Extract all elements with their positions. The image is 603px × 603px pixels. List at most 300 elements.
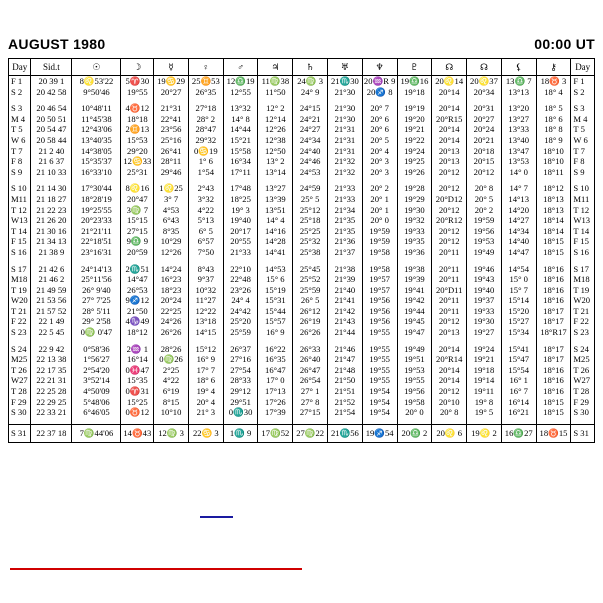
table-cell: 19°45 [397,316,432,327]
table-cell: 21°40 [328,285,363,296]
table-cell: 4°22 [154,375,189,386]
table-cell: 19°33 [397,226,432,237]
table-cell: F 1 [571,76,595,87]
table-cell: 27° 8 [293,397,328,408]
table-cell: 21°50 [328,375,363,386]
table-cell: 18°17 [536,306,571,317]
table-cell: 20°55 [223,236,258,247]
table-cell: 19°18 [467,365,502,376]
table-row [9,306,595,317]
table-cell: 24°21 [293,114,328,125]
table-cell: 16♎27 [501,424,536,442]
table-cell: 20°14 [432,124,467,135]
table-cell: 24° 9 [293,87,328,98]
table-row [9,156,595,167]
table-cell: 18°16 [536,264,571,275]
table-cell: 18°18 [121,114,154,125]
table-cell: 19°55 [362,344,397,355]
table-cell: 3° 7 [154,194,189,205]
table-cell: 21 38 9 [31,247,72,258]
table-cell: 14°20 [501,205,536,216]
table-cell: W 6 [571,135,595,146]
table-cell: 16° 1 [501,375,536,386]
table-cell: 25°18 [293,215,328,226]
table-cell: 21°33 [223,247,258,258]
table-cell: 13°40'35 [72,135,121,146]
table-cell: 14° 4 [258,215,293,226]
table-cell: 7♍44'06 [72,424,121,442]
table-cell: 15°20 [501,306,536,317]
table-cell: 19°57 [362,274,397,285]
table-cell: 16°35 [258,354,293,365]
table-cell: S 30 [571,407,595,418]
table-cell: 22 33 21 [31,407,72,418]
table-cell: T 14 [571,226,595,237]
table-cell: 19°21 [467,354,502,365]
table-cell: 26°35 [188,87,223,98]
table-cell: 2♊13 [121,124,154,135]
table-cell: T 19 [9,285,31,296]
table-cell: 21 14 30 [31,183,72,194]
table-cell: 12♍ 3 [154,424,189,442]
table-row [9,167,595,178]
table-cell: 22 5 45 [31,327,72,338]
table-cell: 18° 6 [536,114,571,125]
table-cell: 19°55 [362,365,397,376]
table-cell: 29° 2'58 [72,316,121,327]
table-cell: 15°14 [501,295,536,306]
table-cell: S 30 [9,407,31,418]
table-cell: 16°34 [223,156,258,167]
table-cell: 6°46'05 [72,407,121,418]
table-cell: 28°11 [154,156,189,167]
table-cell: 25°32 [293,236,328,247]
table-cell: 18°16 [536,295,571,306]
table-cell: 19°56 [362,295,397,306]
table-cell: M 4 [9,114,31,125]
table-cell: 25°16 [154,135,189,146]
table-cell: 25°52 [293,274,328,285]
table-cell: 19°37 [467,295,502,306]
table-cell: W20 [571,295,595,306]
table-cell: 16°22 [258,344,293,355]
table-cell: T 5 [9,124,31,135]
table-row [9,205,595,216]
table-cell: 18°14 [536,215,571,226]
table-cell: 7°50 [188,247,223,258]
table-cell: 15°58 [223,146,258,157]
table-cell: 29°46 [154,167,189,178]
table-cell: 13°14 [258,167,293,178]
table-cell: 8°35 [154,226,189,237]
table-cell: 24°14'13 [72,264,121,275]
column-header: ☉ [72,59,121,76]
table-cell: 12°26 [154,247,189,258]
table-cell: 25°59 [293,285,328,296]
table-cell: 18°13 [536,205,571,216]
table-cell: 21 18 27 [31,194,72,205]
table-cell: 21°35 [328,226,363,237]
column-header: ⚷ [536,59,571,76]
table-cell: 4♑49 [121,316,154,327]
table-cell: M 4 [571,114,595,125]
table-cell: 20°14 [432,87,467,98]
table-cell: 12°26 [258,124,293,135]
table-cell: 13°47 [501,146,536,157]
table-cell: 19°56 [362,316,397,327]
table-cell: 20 58 44 [31,135,72,146]
table-cell: 13°39 [258,194,293,205]
table-cell: 0♋19 [188,146,223,157]
table-cell: T 26 [9,365,31,376]
table-cell: F 29 [571,397,595,408]
table-cell: 11°45'38 [72,114,121,125]
table-cell: 0°58'36 [72,344,121,355]
table-cell: 24°53 [293,167,328,178]
column-header: ☽ [121,59,154,76]
table-cell: M18 [9,274,31,285]
table-cell: 17♍52 [258,424,293,442]
table-cell: S 2 [571,87,595,98]
table-row [9,316,595,327]
table-cell: 22 1 49 [31,316,72,327]
table-cell: 10°29 [154,236,189,247]
table-cell: 18°17 [536,344,571,355]
table-cell: 15°34 [501,327,536,338]
table-cell: S 23 [9,327,31,338]
table-cell: 19°58 [397,397,432,408]
table-cell: 24°34 [293,135,328,146]
table-cell: 25°59 [223,327,258,338]
table-cell: 20 46 54 [31,103,72,114]
table-cell: 20° 5 [362,135,397,146]
table-cell: 18°25 [223,194,258,205]
table-cell: 19°18 [397,87,432,98]
column-header: Day [571,59,595,76]
table-cell: 21°31 [328,124,363,135]
table-cell: 26°54 [293,375,328,386]
table-cell: S 17 [571,264,595,275]
table-cell: 15°25 [121,397,154,408]
table-cell: 18♉ 3 [536,76,571,87]
table-cell: M11 [9,194,31,205]
table-cell: 13°32 [223,103,258,114]
table-cell: 15° 6 [258,274,293,285]
table-cell: 19°36 [397,247,432,258]
table-cell: 20°D11 [432,285,467,296]
table-cell: 19°47 [397,327,432,338]
table-cell: 21°31 [328,146,363,157]
table-cell: 0♈31 [121,386,154,397]
table-cell: 1°54 [188,167,223,178]
table-cell: 17°11 [223,167,258,178]
table-cell: 3°32 [188,194,223,205]
table-cell: 25°38 [293,247,328,258]
time-label: 00:00 UT [534,36,595,52]
table-row [9,386,595,397]
table-cell: 20°14 [432,365,467,376]
table-cell: 17° 0 [258,375,293,386]
table-cell: W20 [9,295,31,306]
table-cell: 18°17 [536,354,571,365]
table-cell: 22°18'51 [72,236,121,247]
table-cell: 20°12 [432,316,467,327]
table-row [9,285,595,296]
table-cell: 0♍ 0'47 [72,327,121,338]
table-cell: 21 53 56 [31,295,72,306]
table-cell: 20 42 58 [31,87,72,98]
table-cell: 9°50'46 [72,87,121,98]
table-cell: 19°49 [467,247,502,258]
column-header: ♆ [362,59,397,76]
table-cell: 28° 5'11 [72,306,121,317]
table-cell: 27° 7'25 [72,295,121,306]
table-cell: 22 25 28 [31,386,72,397]
table-cell: 21 34 13 [31,236,72,247]
table-cell: 20°23'33 [72,215,121,226]
table-cell: 20°11 [432,264,467,275]
table-cell: 19°55 [397,375,432,386]
table-cell: 13°27 [501,114,536,125]
table-cell: W13 [9,215,31,226]
table-row [9,365,595,376]
table-cell: F 8 [9,156,31,167]
table-cell: 21 10 33 [31,167,72,178]
table-cell: 17°13 [258,386,293,397]
table-cell: 14°28 [258,236,293,247]
table-cell: 19°38 [397,264,432,275]
table-cell: 22°48 [223,274,258,285]
table-cell: 17°30'44 [72,183,121,194]
table-cell: 16°14 [501,397,536,408]
column-header: Sid.t [31,59,72,76]
table-cell: S 2 [9,87,31,98]
table-cell: 20♎ 2 [397,424,432,442]
table-cell: 13°40 [501,135,536,146]
table-cell: 26°26 [293,327,328,338]
table-cell: 16° 9 [258,327,293,338]
table-cell: 12♎19 [223,76,258,87]
table-cell: 20°17 [223,226,258,237]
table-cell: 19°29 [397,194,432,205]
table-cell: 22°41 [154,114,189,125]
table-cell: S 17 [9,264,31,275]
table-row [9,247,595,258]
table-cell: M25 [9,354,31,365]
table-cell: 18°16 [536,285,571,296]
table-row [9,397,595,408]
table-cell: 19°54 [362,397,397,408]
table-cell: F 8 [571,156,595,167]
table-cell: 20°12 [467,167,502,178]
table-cell: S 10 [571,183,595,194]
table-cell: 0♏30 [223,407,258,418]
table-cell: 16°14 [121,354,154,365]
table-cell: 19°21 [397,124,432,135]
table-cell: 2°54'20 [72,365,121,376]
table-cell: 29°12 [223,386,258,397]
table-cell: 24°59 [293,183,328,194]
table-cell: 26°41 [154,146,189,157]
table-cell: 19°28 [397,183,432,194]
table-row [9,407,595,418]
table-cell: 14°40 [501,236,536,247]
table-cell: 20°24 [467,124,502,135]
table-cell: 28°47 [188,124,223,135]
table-cell: 18°15 [536,407,571,418]
table-cell: 20 50 51 [31,114,72,125]
table-cell: 13°18 [188,316,223,327]
table-row [9,135,595,146]
table-cell: 19°46 [467,264,502,275]
table-cell: 18°13 [536,194,571,205]
table-row [9,424,595,442]
table-cell: 9♎ 9 [121,236,154,247]
table-cell: 6°19 [154,386,189,397]
table-cell: 26°26 [154,327,189,338]
table-cell: F 15 [9,236,31,247]
table-cell: 18°12 [536,183,571,194]
table-cell: 19°59 [362,236,397,247]
table-cell: 21°32 [328,156,363,167]
table-cell: 20♐ 8 [362,87,397,98]
table-cell: 20°D12 [432,194,467,205]
table-cell: 20♒R 9 [363,76,396,86]
table-cell: 20°14 [432,375,467,386]
table-cell: 15°35 [121,375,154,386]
table-cell: 20°31 [467,103,502,114]
table-cell: 29°20 [121,146,154,157]
table-cell: 28°33 [223,375,258,386]
table-cell: F 22 [571,316,595,327]
table-cell: 21°54 [328,407,363,418]
table-cell: 12°50 [258,146,293,157]
table-cell: 18°23 [154,285,189,296]
table-cell: 26°47 [293,365,328,376]
page-title: AUGUST 1980 [8,36,106,52]
table-cell: 16°21 [501,407,536,418]
table-cell: 24°42 [223,306,258,317]
table-cell: 25°12 [293,205,328,216]
table-cell: 22 37 18 [31,424,72,442]
table-cell: 19°30 [397,205,432,216]
table-cell: 3♍ 7 [121,205,154,216]
table-cell: 24° 4 [223,295,258,306]
table-cell: 21°42 [328,306,363,317]
table-cell: 15°41 [501,344,536,355]
table-cell: M11 [571,194,595,205]
column-header: ♅ [328,59,363,76]
table-cell: 19°44 [397,306,432,317]
table-cell: 20° 3 [362,167,397,178]
table-cell: 21 57 52 [31,306,72,317]
column-header: ☊ [432,59,467,76]
table-cell: 24°40 [293,146,328,157]
table-cell: 18°10 [536,146,571,157]
table-row [9,183,595,194]
table-row [9,194,595,205]
table-cell: 19°22 [397,135,432,146]
table-cell: 25♊53 [188,76,223,87]
table-row [9,375,595,386]
table-cell: 0♍26 [154,354,189,365]
table-cell: 21°41 [328,295,363,306]
table-cell: F 29 [9,397,31,408]
table-cell: 21°30 [328,114,363,125]
table-cell: 0♓47 [121,365,154,376]
table-cell: 22°10 [223,264,258,275]
table-cell: 17°48 [223,183,258,194]
header-row [9,59,595,76]
table-cell: 14°53 [258,264,293,275]
table-cell: 20°59 [121,247,154,258]
table-cell: 13°51 [258,205,293,216]
table-cell: 10°48'11 [72,103,121,114]
table-cell: 2♒ 1 [121,344,154,355]
table-cell: 20°11 [432,274,467,285]
table-cell: 19° 3 [223,205,258,216]
table-cell: 20°13 [432,327,467,338]
table-cell: 20° 0 [362,215,397,226]
table-cell: W 6 [9,135,31,146]
table-cell: 14°27 [501,215,536,226]
table-cell: 18°16 [536,386,571,397]
table-cell: 21 26 20 [31,215,72,226]
table-cell: 20°14 [432,344,467,355]
table-cell: 14° 8 [223,114,258,125]
table-cell: 27°16 [223,354,258,365]
table-cell: 19°25'55 [72,205,121,216]
table-cell: 21° 3 [188,407,223,418]
table-cell: 21 46 2 [31,274,72,285]
table-cell: 19°58 [362,247,397,258]
column-header: ☿ [154,59,189,76]
table-cell: 19°58 [362,264,397,275]
table-cell: 4°50'09 [72,386,121,397]
column-header: ⚸ [501,59,536,76]
table-cell: T 21 [9,306,31,317]
table-cell: S 24 [9,344,31,355]
table-cell: 2°25 [154,365,189,376]
table-cell: 19♋29 [154,76,189,87]
table-cell: 20°11 [432,247,467,258]
table-cell: 15° 0 [501,274,536,285]
table-cell: 20° 6 [362,114,397,125]
table-cell: 28° 2 [188,114,223,125]
table-cell: 20° 8 [467,183,502,194]
table-cell: 14°16 [258,226,293,237]
table-cell: 12°43'06 [72,124,121,135]
table-cell: 16° 9 [188,354,223,365]
table-row [9,76,595,87]
table-cell: 17°39 [258,407,293,418]
table-cell: 27° 1 [293,386,328,397]
table-cell: 19°39 [397,274,432,285]
table-cell: 8♌16 [121,183,154,194]
table-cell: 20°R15 [432,114,467,125]
table-cell: 23°26 [223,285,258,296]
table-cell: 20°12 [432,386,467,397]
table-cell: 20° 7 [362,103,397,114]
table-cell: 11♍38 [258,76,293,87]
table-cell: 19°42 [397,295,432,306]
table-cell: 19°24 [467,344,502,355]
table-cell: 1♏ 9 [223,424,258,442]
table-cell: 19°56 [362,306,397,317]
table-cell: 26°37 [223,344,258,355]
table-cell: 18°16 [536,274,571,285]
table-cell: 18° 4 [536,87,571,98]
